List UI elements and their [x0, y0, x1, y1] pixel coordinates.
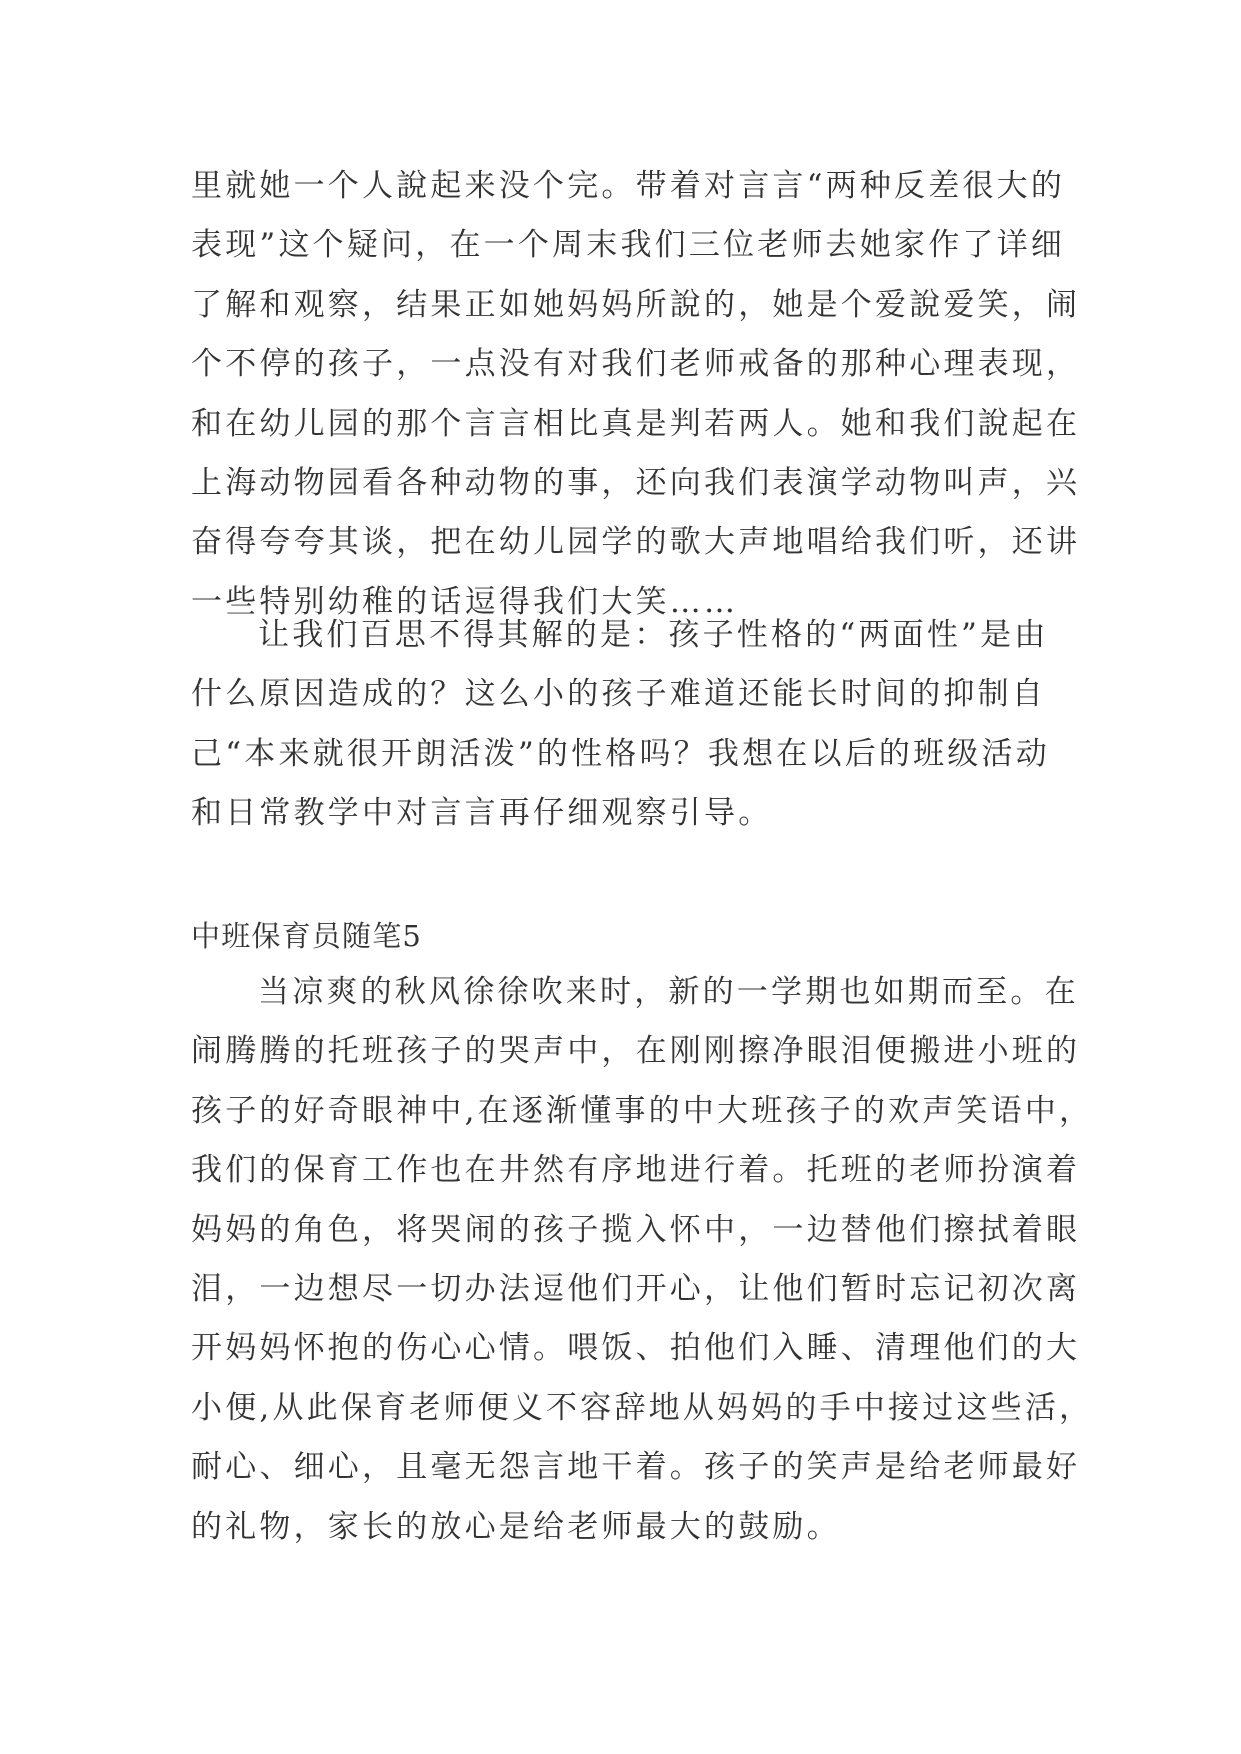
text-line: 我们的保育工作也在井然有序地进行着。托班的老师扮演着	[191, 1152, 1081, 1189]
text-line: 什么原因造成的？这么小的孩子难道还能长时间的抑制自	[191, 676, 1046, 713]
text-line: 奋得夸夸其谈，把在幼儿园学的歌大声地唱给我们听，还讲	[191, 524, 1081, 561]
text-line: 闹腾腾的托班孩子的哭声中，在刚刚擦净眼泪便搬进小班的	[191, 1033, 1081, 1070]
text-line: 泪，一边想尽一切办法逗他们开心，让他们暂时忘记初次离	[191, 1270, 1081, 1307]
text-line: 己“本来就很开朗活泼”的性格吗？我想在以后的班级活动	[191, 735, 1050, 772]
text-line: 表现”这个疑问，在一个周末我们三位老师去她家作了详细	[191, 227, 1066, 264]
text-line: 和在幼儿园的那个言言相比真是判若两人。她和我们說起在	[191, 405, 1081, 442]
text-line: 里就她一个人說起来没个完。带着对言言“两种反差很大的	[191, 168, 1066, 204]
paragraph-essay-5	[191, 963, 1094, 1557]
text-line: 孩子的好奇眼神中,在逐渐懂事的中大班孩子的欢声笑语中，	[191, 1092, 1094, 1129]
paragraph-continued	[191, 157, 1081, 632]
text-line: 上海动物园看各种动物的事，还向我们表演学动物叫声，兴	[191, 464, 1081, 501]
paragraph-reflection	[191, 606, 1061, 844]
text-line: 个不停的孩子，一点没有对我们老师戒备的那种心理表现，	[191, 346, 1081, 383]
text-line: 妈妈的角色，将哭闹的孩子揽入怀中，一边替他们擦拭着眼	[191, 1211, 1081, 1248]
text-line: 开妈妈怀抱的伤心心情。喂饭、拍他们入睡、清理他们的大	[191, 1330, 1081, 1367]
text-line: 小便,从此保育老师便义不容辞地从妈妈的手中接过这些活，	[191, 1389, 1094, 1426]
text-line: 一些特别幼稚的话逗得我们大笑……	[191, 583, 739, 620]
text-line: 的礼物，家长的放心是给老师最大的鼓励。	[191, 1508, 841, 1545]
text-line: 当凉爽的秋风徐徐吹来时，新的一学期也如期而至。在	[258, 974, 1079, 1010]
text-line: 让我们百思不得其解的是：孩子性格的“两面性”是由	[258, 617, 1049, 653]
text-line: 和日常教学中对言言再仔细观察引导。	[191, 795, 773, 832]
text-line: 了解和观察，结果正如她妈妈所說的，她是个爱說爱笑，闹	[191, 286, 1081, 323]
section-heading: 中班保育员随笔5	[191, 919, 423, 953]
text-line: 耐心、细心，且毫无怨言地干着。孩子的笑声是给老师最好	[191, 1449, 1081, 1486]
